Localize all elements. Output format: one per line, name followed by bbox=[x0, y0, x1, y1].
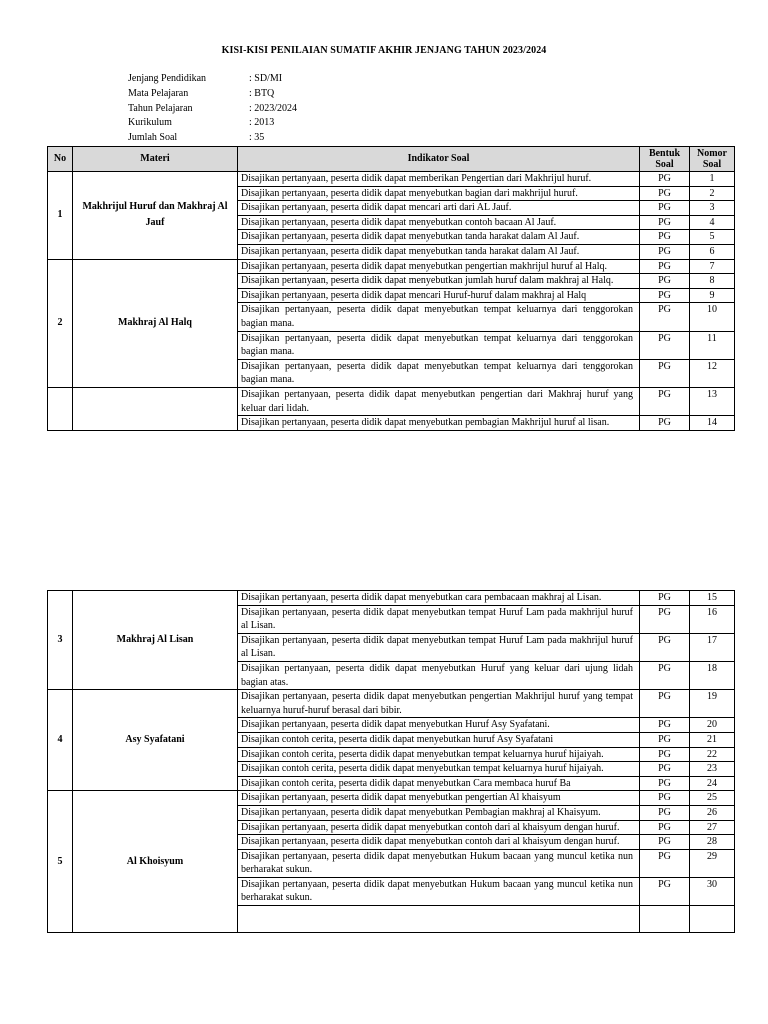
meta-label: Tahun Pelajaran bbox=[128, 102, 193, 114]
nomor-soal-cell: 25 bbox=[690, 791, 735, 806]
nomor-soal-cell: 18 bbox=[690, 661, 735, 689]
row-number-cell: 1 bbox=[48, 172, 73, 260]
meta-row bbox=[128, 72, 297, 87]
indikator-cell: Disajikan pertanyaan, peserta didik dapat menyebutkan contoh dari al khaisyum dengan huruf. bbox=[238, 820, 640, 835]
indikator-cell: Disajikan pertanyaan, peserta didik dapat mencari Huruf-huruf dalam makhraj al Halq bbox=[238, 288, 640, 303]
nomor-soal-cell: 9 bbox=[690, 288, 735, 303]
indikator-cell: Disajikan pertanyaan, peserta didik dapat menyebutkan pembagian Makhrijul huruf al lisan. bbox=[238, 416, 640, 431]
bentuk-soal-cell: PG bbox=[640, 877, 690, 905]
meta-label: Kurikulum bbox=[128, 117, 172, 129]
bentuk-soal-cell: PG bbox=[640, 849, 690, 877]
bentuk-soal-cell: PG bbox=[640, 791, 690, 806]
indikator-cell: Disajikan pertanyaan, peserta didik dapat menyebutkan tempat keluarnya dari tenggorokan bagian mana. bbox=[238, 303, 640, 331]
indikator-cell: Disajikan pertanyaan, peserta didik dapat menyebutkan tempat Huruf Lam pada makhrijul huruf al Lisan. bbox=[238, 633, 640, 661]
row-number-cell: 4 bbox=[48, 690, 73, 791]
indikator-cell bbox=[238, 906, 640, 933]
nomor-soal-cell: 3 bbox=[690, 201, 735, 216]
indikator-cell: Disajikan pertanyaan, peserta didik dapat menyebutkan tempat Huruf Lam pada makhrijul huruf al Lisan. bbox=[238, 605, 640, 633]
table-row bbox=[48, 172, 735, 187]
bentuk-soal-cell: PG bbox=[640, 605, 690, 633]
meta-row bbox=[128, 102, 297, 117]
nomor-soal-cell: 28 bbox=[690, 835, 735, 850]
nomor-soal-cell: 19 bbox=[690, 690, 735, 718]
bentuk-soal-cell: PG bbox=[640, 288, 690, 303]
bentuk-soal-cell bbox=[640, 906, 690, 933]
indikator-cell: Disajikan pertanyaan, peserta didik dapat memberikan Pengertian dari Makhrijul huruf. bbox=[238, 172, 640, 187]
page-title: KISI-KISI PENILAIAN SUMATIF AKHIR JENJANG TAHUN 2023/2024 bbox=[221, 45, 547, 56]
nomor-soal-cell: 22 bbox=[690, 747, 735, 762]
nomor-soal-cell: 16 bbox=[690, 605, 735, 633]
header-bentuk: Bentuk Soal bbox=[640, 147, 690, 172]
bentuk-soal-cell: PG bbox=[640, 633, 690, 661]
meta-value: : 35 bbox=[249, 132, 265, 144]
table-row bbox=[48, 387, 735, 415]
table-row bbox=[48, 690, 735, 718]
row-number-cell: 2 bbox=[48, 259, 73, 387]
bentuk-soal-cell: PG bbox=[640, 387, 690, 415]
header-nomor: Nomor Soal bbox=[690, 147, 735, 172]
nomor-soal-cell: 4 bbox=[690, 215, 735, 230]
document-meta bbox=[128, 72, 297, 146]
indikator-cell: Disajikan pertanyaan, peserta didik dapat menyebutkan tanda harakat dalam Al Jauf. bbox=[238, 230, 640, 245]
meta-value: : 2013 bbox=[249, 117, 275, 129]
materi-cell: Al Khoisyum bbox=[73, 791, 238, 933]
nomor-soal-cell: 20 bbox=[690, 718, 735, 733]
indikator-cell: Disajikan pertanyaan, peserta didik dapat menyebutkan Hukum bacaan yang muncul ketika nun berharakat sukun. bbox=[238, 849, 640, 877]
nomor-soal-cell: 12 bbox=[690, 359, 735, 387]
indikator-cell: Disajikan pertanyaan, peserta didik dapat menyebutkan pengertian Al khaisyum bbox=[238, 791, 640, 806]
indikator-cell: Disajikan pertanyaan, peserta didik dapat menyebutkan jumlah huruf dalam makhraj al Halq. bbox=[238, 274, 640, 289]
materi-cell bbox=[73, 387, 238, 430]
bentuk-soal-cell: PG bbox=[640, 244, 690, 259]
bentuk-soal-cell: PG bbox=[640, 172, 690, 187]
indikator-cell: Disajikan pertanyaan, peserta didik dapat menyebutkan Huruf yang keluar dari ujung lidah bagian atas. bbox=[238, 661, 640, 689]
row-number-cell: 3 bbox=[48, 591, 73, 690]
indikator-cell: Disajikan pertanyaan, peserta didik dapat menyebutkan contoh dari al khaisyum dengan huruf. bbox=[238, 835, 640, 850]
indikator-cell: Disajikan pertanyaan, peserta didik dapat menyebutkan tempat keluarnya dari tenggorokan bagian mana. bbox=[238, 359, 640, 387]
bentuk-soal-cell: PG bbox=[640, 747, 690, 762]
indikator-cell: Disajikan contoh cerita, peserta didik dapat menyebutkan huruf Asy Syafatani bbox=[238, 732, 640, 747]
bentuk-soal-cell: PG bbox=[640, 732, 690, 747]
indikator-cell: Disajikan contoh cerita, peserta didik dapat menyebutkan tempat keluarnya huruf hijaiyah. bbox=[238, 747, 640, 762]
indikator-cell: Disajikan pertanyaan, peserta didik dapat menyebutkan tanda harakat dalam Al Jauf. bbox=[238, 244, 640, 259]
header-materi: Materi bbox=[73, 147, 238, 172]
bentuk-soal-cell: PG bbox=[640, 835, 690, 850]
indikator-cell: Disajikan pertanyaan, peserta didik dapat menyebutkan cara pembacaan makhraj al Lisan. bbox=[238, 591, 640, 606]
indikator-cell: Disajikan contoh cerita, peserta didik dapat menyebutkan Cara membaca huruf Ba bbox=[238, 776, 640, 791]
nomor-soal-cell: 11 bbox=[690, 331, 735, 359]
nomor-soal-cell: 8 bbox=[690, 274, 735, 289]
nomor-soal-cell: 26 bbox=[690, 805, 735, 820]
indikator-cell: Disajikan pertanyaan, peserta didik dapat mencari arti dari AL Jauf. bbox=[238, 201, 640, 216]
meta-value: : SD/MI bbox=[249, 73, 283, 84]
row-number-cell: 5 bbox=[48, 791, 73, 933]
materi-cell: Makhraj Al Lisan bbox=[73, 591, 238, 690]
bentuk-soal-cell: PG bbox=[640, 820, 690, 835]
indikator-cell: Disajikan pertanyaan, peserta didik dapat menyebutkan pengertian dari Makhraj huruf yang keluar dari lidah. bbox=[238, 387, 640, 415]
bentuk-soal-cell: PG bbox=[640, 690, 690, 718]
bentuk-soal-cell: PG bbox=[640, 661, 690, 689]
table-row bbox=[48, 591, 735, 606]
nomor-soal-cell: 30 bbox=[690, 877, 735, 905]
indikator-cell: Disajikan pertanyaan, peserta didik dapat menyebutkan contoh bacaan Al Jauf. bbox=[238, 215, 640, 230]
bentuk-soal-cell: PG bbox=[640, 274, 690, 289]
materi-cell: Makhraj Al Halq bbox=[73, 259, 238, 387]
indikator-cell: Disajikan pertanyaan, peserta didik dapat menyebutkan Pembagian makhraj al Khaisyum. bbox=[238, 805, 640, 820]
materi-cell: Asy Syafatani bbox=[73, 690, 238, 791]
nomor-soal-cell: 13 bbox=[690, 387, 735, 415]
nomor-soal-cell: 29 bbox=[690, 849, 735, 877]
row-number-cell bbox=[48, 387, 73, 430]
bentuk-soal-cell: PG bbox=[640, 776, 690, 791]
meta-label: Jenjang Pendidikan bbox=[128, 73, 207, 84]
nomor-soal-cell bbox=[690, 906, 735, 933]
table-row bbox=[48, 791, 735, 806]
bentuk-soal-cell: PG bbox=[640, 201, 690, 216]
bentuk-soal-cell: PG bbox=[640, 359, 690, 387]
meta-label: Mata Pelajaran bbox=[128, 87, 189, 99]
kisi-kisi-table-part-2 bbox=[47, 590, 735, 933]
header-indikator: Indikator Soal bbox=[238, 147, 640, 172]
bentuk-soal-cell: PG bbox=[640, 259, 690, 274]
indikator-cell: Disajikan pertanyaan, peserta didik dapat menyebutkan bagian dari makhrijul huruf. bbox=[238, 186, 640, 201]
bentuk-soal-cell: PG bbox=[640, 215, 690, 230]
indikator-cell: Disajikan pertanyaan, peserta didik dapat menyebutkan pengertian Makhrijul huruf yang tempat keluarnya huruf-huruf berasal dari bibir. bbox=[238, 690, 640, 718]
header-no: No bbox=[48, 147, 73, 172]
bentuk-soal-cell: PG bbox=[640, 805, 690, 820]
indikator-cell: Disajikan pertanyaan, peserta didik dapat menyebutkan tempat keluarnya dari tenggorokan bagian mana. bbox=[238, 331, 640, 359]
bentuk-soal-cell: PG bbox=[640, 230, 690, 245]
nomor-soal-cell: 15 bbox=[690, 591, 735, 606]
nomor-soal-cell: 21 bbox=[690, 732, 735, 747]
nomor-soal-cell: 10 bbox=[690, 303, 735, 331]
nomor-soal-cell: 6 bbox=[690, 244, 735, 259]
meta-value: : 2023/2024 bbox=[249, 102, 298, 114]
materi-cell: Makhrijul Huruf dan Makhraj Al Jauf bbox=[73, 172, 238, 260]
nomor-soal-cell: 2 bbox=[690, 186, 735, 201]
bentuk-soal-cell: PG bbox=[640, 718, 690, 733]
nomor-soal-cell: 23 bbox=[690, 762, 735, 777]
bentuk-soal-cell: PG bbox=[640, 186, 690, 201]
bentuk-soal-cell: PG bbox=[640, 331, 690, 359]
nomor-soal-cell: 17 bbox=[690, 633, 735, 661]
meta-row bbox=[128, 131, 297, 146]
meta-label: Jumlah Soal bbox=[128, 132, 178, 144]
nomor-soal-cell: 14 bbox=[690, 416, 735, 431]
nomor-soal-cell: 1 bbox=[690, 172, 735, 187]
table-header-row bbox=[48, 147, 735, 172]
nomor-soal-cell: 24 bbox=[690, 776, 735, 791]
nomor-soal-cell: 27 bbox=[690, 820, 735, 835]
indikator-cell: Disajikan pertanyaan, peserta didik dapat menyebutkan pengertian makhrijul huruf al Halq. bbox=[238, 259, 640, 274]
bentuk-soal-cell: PG bbox=[640, 303, 690, 331]
table-row bbox=[48, 259, 735, 274]
indikator-cell: Disajikan pertanyaan, peserta didik dapat menyebutkan Huruf Asy Syafatani. bbox=[238, 718, 640, 733]
meta-row bbox=[128, 116, 297, 131]
indikator-cell: Disajikan contoh cerita, peserta didik dapat menyebutkan tempat keluarnya huruf hijaiyah. bbox=[238, 762, 640, 777]
meta-value: : BTQ bbox=[249, 87, 275, 99]
kisi-kisi-table-part-1 bbox=[47, 146, 735, 431]
nomor-soal-cell: 5 bbox=[690, 230, 735, 245]
bentuk-soal-cell: PG bbox=[640, 416, 690, 431]
meta-row bbox=[128, 87, 297, 102]
nomor-soal-cell: 7 bbox=[690, 259, 735, 274]
bentuk-soal-cell: PG bbox=[640, 762, 690, 777]
bentuk-soal-cell: PG bbox=[640, 591, 690, 606]
indikator-cell: Disajikan pertanyaan, peserta didik dapat menyebutkan Hukum bacaan yang muncul ketika nun berharakat sukun. bbox=[238, 877, 640, 905]
